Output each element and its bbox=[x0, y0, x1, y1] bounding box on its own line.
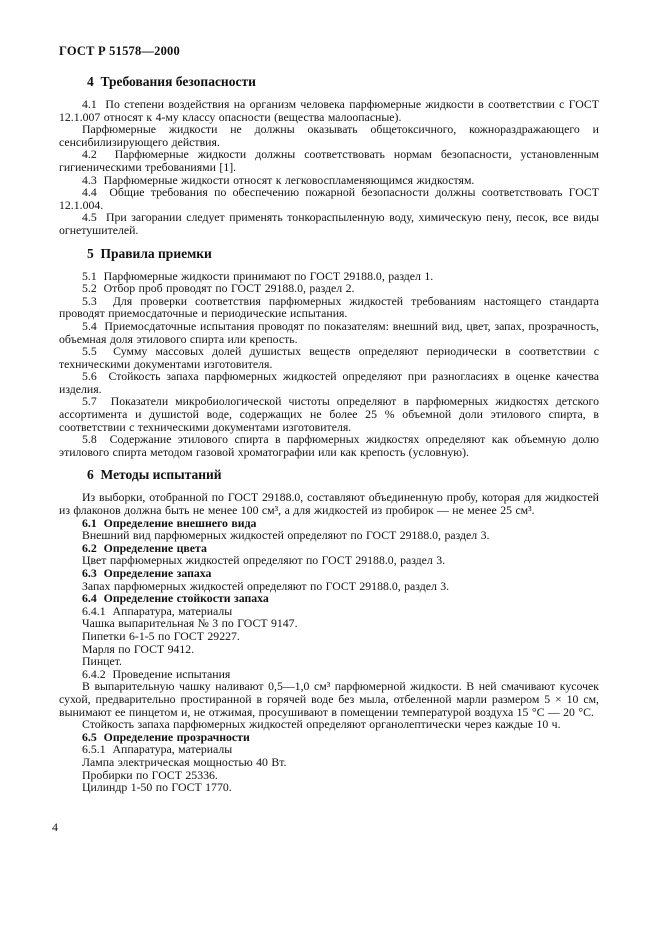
clause-6-4-subheading: 6.4 Определение стойкости запаха bbox=[82, 591, 269, 606]
clause-6-4-2-title: 6.4.2 Проведение испытания bbox=[82, 666, 231, 681]
page-number: 4 bbox=[52, 820, 58, 834]
clause-4-4: 4.4 Общие требования по обеспечению пожарной безопасности должны соответствовать ГОСТ 12.1.004. bbox=[59, 185, 599, 212]
section-4-heading: 4 Требования безопасности bbox=[87, 74, 256, 89]
apparatus-item-tubes: Пробирки по ГОСТ 25336. bbox=[82, 767, 218, 782]
clause-6-3-text: Запах парфюмерных жидкостей определяют по ГОСТ 29188.0, раздел 3. bbox=[82, 578, 450, 593]
clause-6-4-2-text: В выпарительную чашку наливают 0,5—1,0 см³ парфюмерной жидкости. В ней смачивают кусочек сухой, предварительно простиранной в горячей воде без мыла, отбеленной марли размером 5 × 10 см, вынимают ее пинцетом и, не отжимая, просушивают в помещении температурой воздуха 15 °С — 20 °С. bbox=[59, 679, 599, 719]
clause-6-intro: Из выборки, отобранной по ГОСТ 29188.0, составляют объединенную пробу, которая для жидкостей из флаконов должна быть не менее 100 см³, а для жидкостей из пробирок — не менее 25 см³. bbox=[59, 490, 599, 518]
clause-4-1-note: Парфюмерные жидкости не должны оказывать общетоксичного, кожнораздражающего и сенсибилизирующего действия. bbox=[59, 122, 599, 149]
clause-6-4-1-title: 6.4.1 Аппаратура, материалы bbox=[82, 603, 233, 618]
apparatus-item-tweezers: Пинцет. bbox=[82, 654, 122, 669]
clause-6-2-text: Цвет парфюмерных жидкостей определяют по ГОСТ 29188.0, раздел 3. bbox=[82, 553, 446, 568]
apparatus-item-cup: Чашка выпарительная № 3 по ГОСТ 9147. bbox=[82, 616, 298, 631]
apparatus-item-gauze: Марля по ГОСТ 9412. bbox=[82, 641, 195, 656]
clause-4-5: 4.5 При загорании следует применять тонкораспыленную воду, химическую пену, песок, все виды огнетушителей. bbox=[59, 210, 599, 237]
clause-5-2: 5.2 Отбор проб проводят по ГОСТ 29188.0, раздел 2. bbox=[82, 281, 355, 296]
clause-6-2-subheading: 6.2 Определение цвета bbox=[82, 540, 207, 555]
clause-5-5: 5.5 Сумму массовых долей душистых веществ определяют периодически в соответствии с техническими документами изготовителя. bbox=[59, 344, 599, 371]
clause-5-4: 5.4 Приемосдаточные испытания проводят по показателям: внешний вид, цвет, запах, прозрачность, объемная доля этилового спирта или крепость. bbox=[59, 318, 599, 346]
clause-6-1-subheading: 6.1 Определение внешнего вида bbox=[82, 515, 257, 530]
clause-6-3-subheading: 6.3 Определение запаха bbox=[82, 566, 212, 580]
clause-6-5-subheading: 6.5 Определение прозрачности bbox=[82, 729, 250, 744]
clause-6-5-1-title: 6.5.1 Аппаратура, материалы bbox=[82, 742, 233, 757]
document-content bbox=[59, 44, 599, 794]
document-number-header: ГОСТ Р 51578—2000 bbox=[59, 44, 180, 58]
clause-4-1: 4.1 По степени воздействия на организм человека парфюмерные жидкости в соответствии с ГОСТ 12.1.007 относят к 4-му классу опасности (вещества малоопасные). bbox=[59, 97, 599, 124]
section-5-heading: 5 Правила приемки bbox=[87, 245, 212, 261]
section-6-heading: 6 Методы испытаний bbox=[87, 467, 222, 483]
clause-5-3: 5.3 Для проверки соответствия парфюмерных жидкостей требованиям настоящего стандарта проводят приемосдаточные и периодические испытания. bbox=[59, 293, 599, 321]
apparatus-item-lamp: Лампа электрическая мощностью 40 Вт. bbox=[82, 754, 287, 769]
clause-4-2: 4.2 Парфюмерные жидкости должны соответствовать нормам безопасности, установленным гигиеническими требованиями [1]. bbox=[59, 147, 599, 174]
clause-5-6: 5.6 Стойкость запаха парфюмерных жидкостей определяют при разногласиях в оценке качества изделия. bbox=[59, 369, 599, 396]
clause-6-4-2-note: Стойкость запаха парфюмерных жидкостей определяют органолептически через каждые 10 ч. bbox=[82, 717, 561, 732]
clause-4-3: 4.3 Парфюмерные жидкости относят к легковоспламеняющимся жидкостям. bbox=[82, 172, 475, 187]
clause-5-1: 5.1 Парфюмерные жидкости принимают по ГОСТ 29188.0, раздел 1. bbox=[82, 268, 434, 283]
clause-5-8: 5.8 Содержание этилового спирта в парфюмерных жидкостях определяют как объемную долю этилового спирта методом газовой хроматографии или как крепость (условную). bbox=[59, 432, 599, 459]
clause-5-7: 5.7 Показатели микробиологической чистоты определяют в парфюмерных жидкостях детского ассортимента и душистой воде, содержащих не более 25 % объемной доли этилового спирта, в соответствии с техническими документами изготовителя. bbox=[59, 394, 599, 434]
clause-6-1-text: Внешний вид парфюмерных жидкостей определяют по ГОСТ 29188.0, раздел 3. bbox=[82, 528, 490, 543]
apparatus-item-pipettes: Пипетки 6-1-5 по ГОСТ 29227. bbox=[82, 628, 240, 643]
apparatus-item-cylinder: Цилиндр 1-50 по ГОСТ 1770. bbox=[82, 780, 232, 795]
